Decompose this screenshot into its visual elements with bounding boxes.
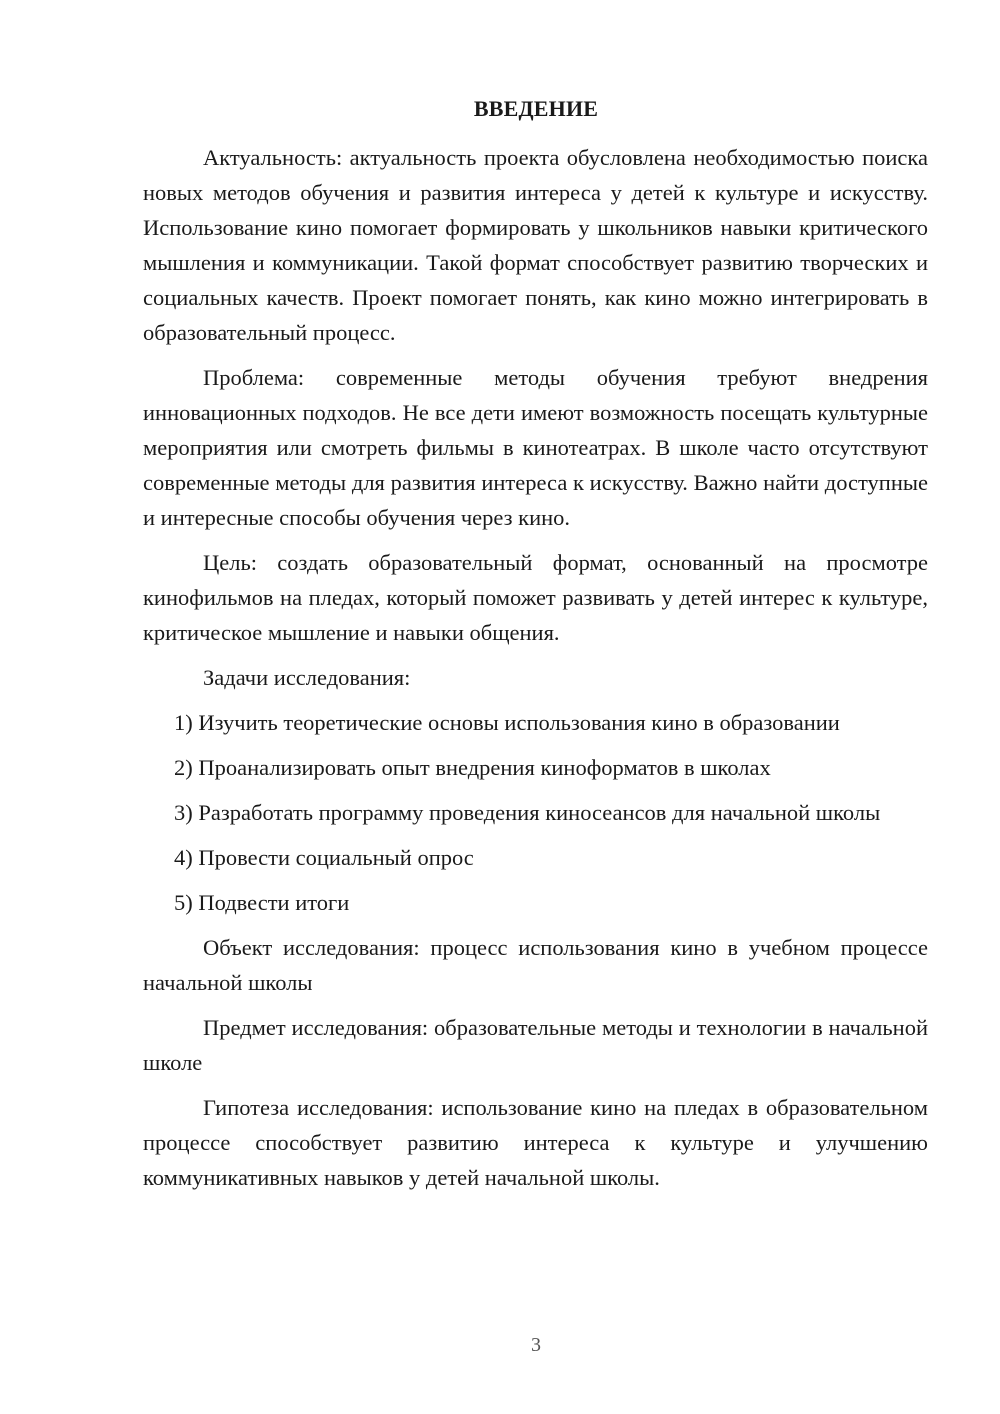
task-item: 3) Разработать программу проведения киносеансов для начальной школы xyxy=(174,800,881,825)
page-title: ВВЕДЕНИЕ xyxy=(473,96,599,121)
document-body xyxy=(143,140,928,1205)
task-item: 5) Подвести итоги xyxy=(174,890,350,915)
paragraph-hypothesis: Гипотеза исследования: использование кино на пледах в образовательном процессе способствует развитию интереса к культуре и улучшению коммуникативных навыков у детей начальной школы. xyxy=(143,1095,928,1190)
page-number: 3 xyxy=(531,1334,541,1356)
tasks-heading: Задачи исследования: xyxy=(203,665,411,690)
paragraph-problem: Проблема: современные методы обучения требуют внедрения инновационных подходов. Не все дети имеют возможность посещать культурные мероприятия или смотреть фильмы в кинотеатрах. В школе часто отсутствуют современные методы для развития интереса к искусству. Важно найти доступные и интересные способы обучения через кино. xyxy=(143,365,928,530)
task-item: 4) Провести социальный опрос xyxy=(174,845,474,870)
paragraph-relevance: Актуальность: актуальность проекта обусловлена необходимостью поиска новых методов обучения и развития интереса у детей к культуре и искусству. Использование кино помогает формировать у школьников навыки критического мышления и коммуникации. Такой формат способствует развитию творческих и социальных качеств. Проект помогает понять, как кино можно интегрировать в образовательный процесс. xyxy=(143,145,928,345)
paragraph-subject: Предмет исследования: образовательные методы и технологии в начальной школе xyxy=(143,1015,928,1075)
paragraph-object: Объект исследования: процесс использования кино в учебном процессе начальной школы xyxy=(143,935,928,995)
paragraph-goal: Цель: создать образовательный формат, основанный на просмотре кинофильмов на пледах, который поможет развивать у детей интерес к культуре, критическое мышление и навыки общения. xyxy=(143,550,928,645)
task-item: 2) Проанализировать опыт внедрения киноформатов в школах xyxy=(174,755,771,780)
task-item: 1) Изучить теоретические основы использования кино в образовании xyxy=(174,710,840,735)
